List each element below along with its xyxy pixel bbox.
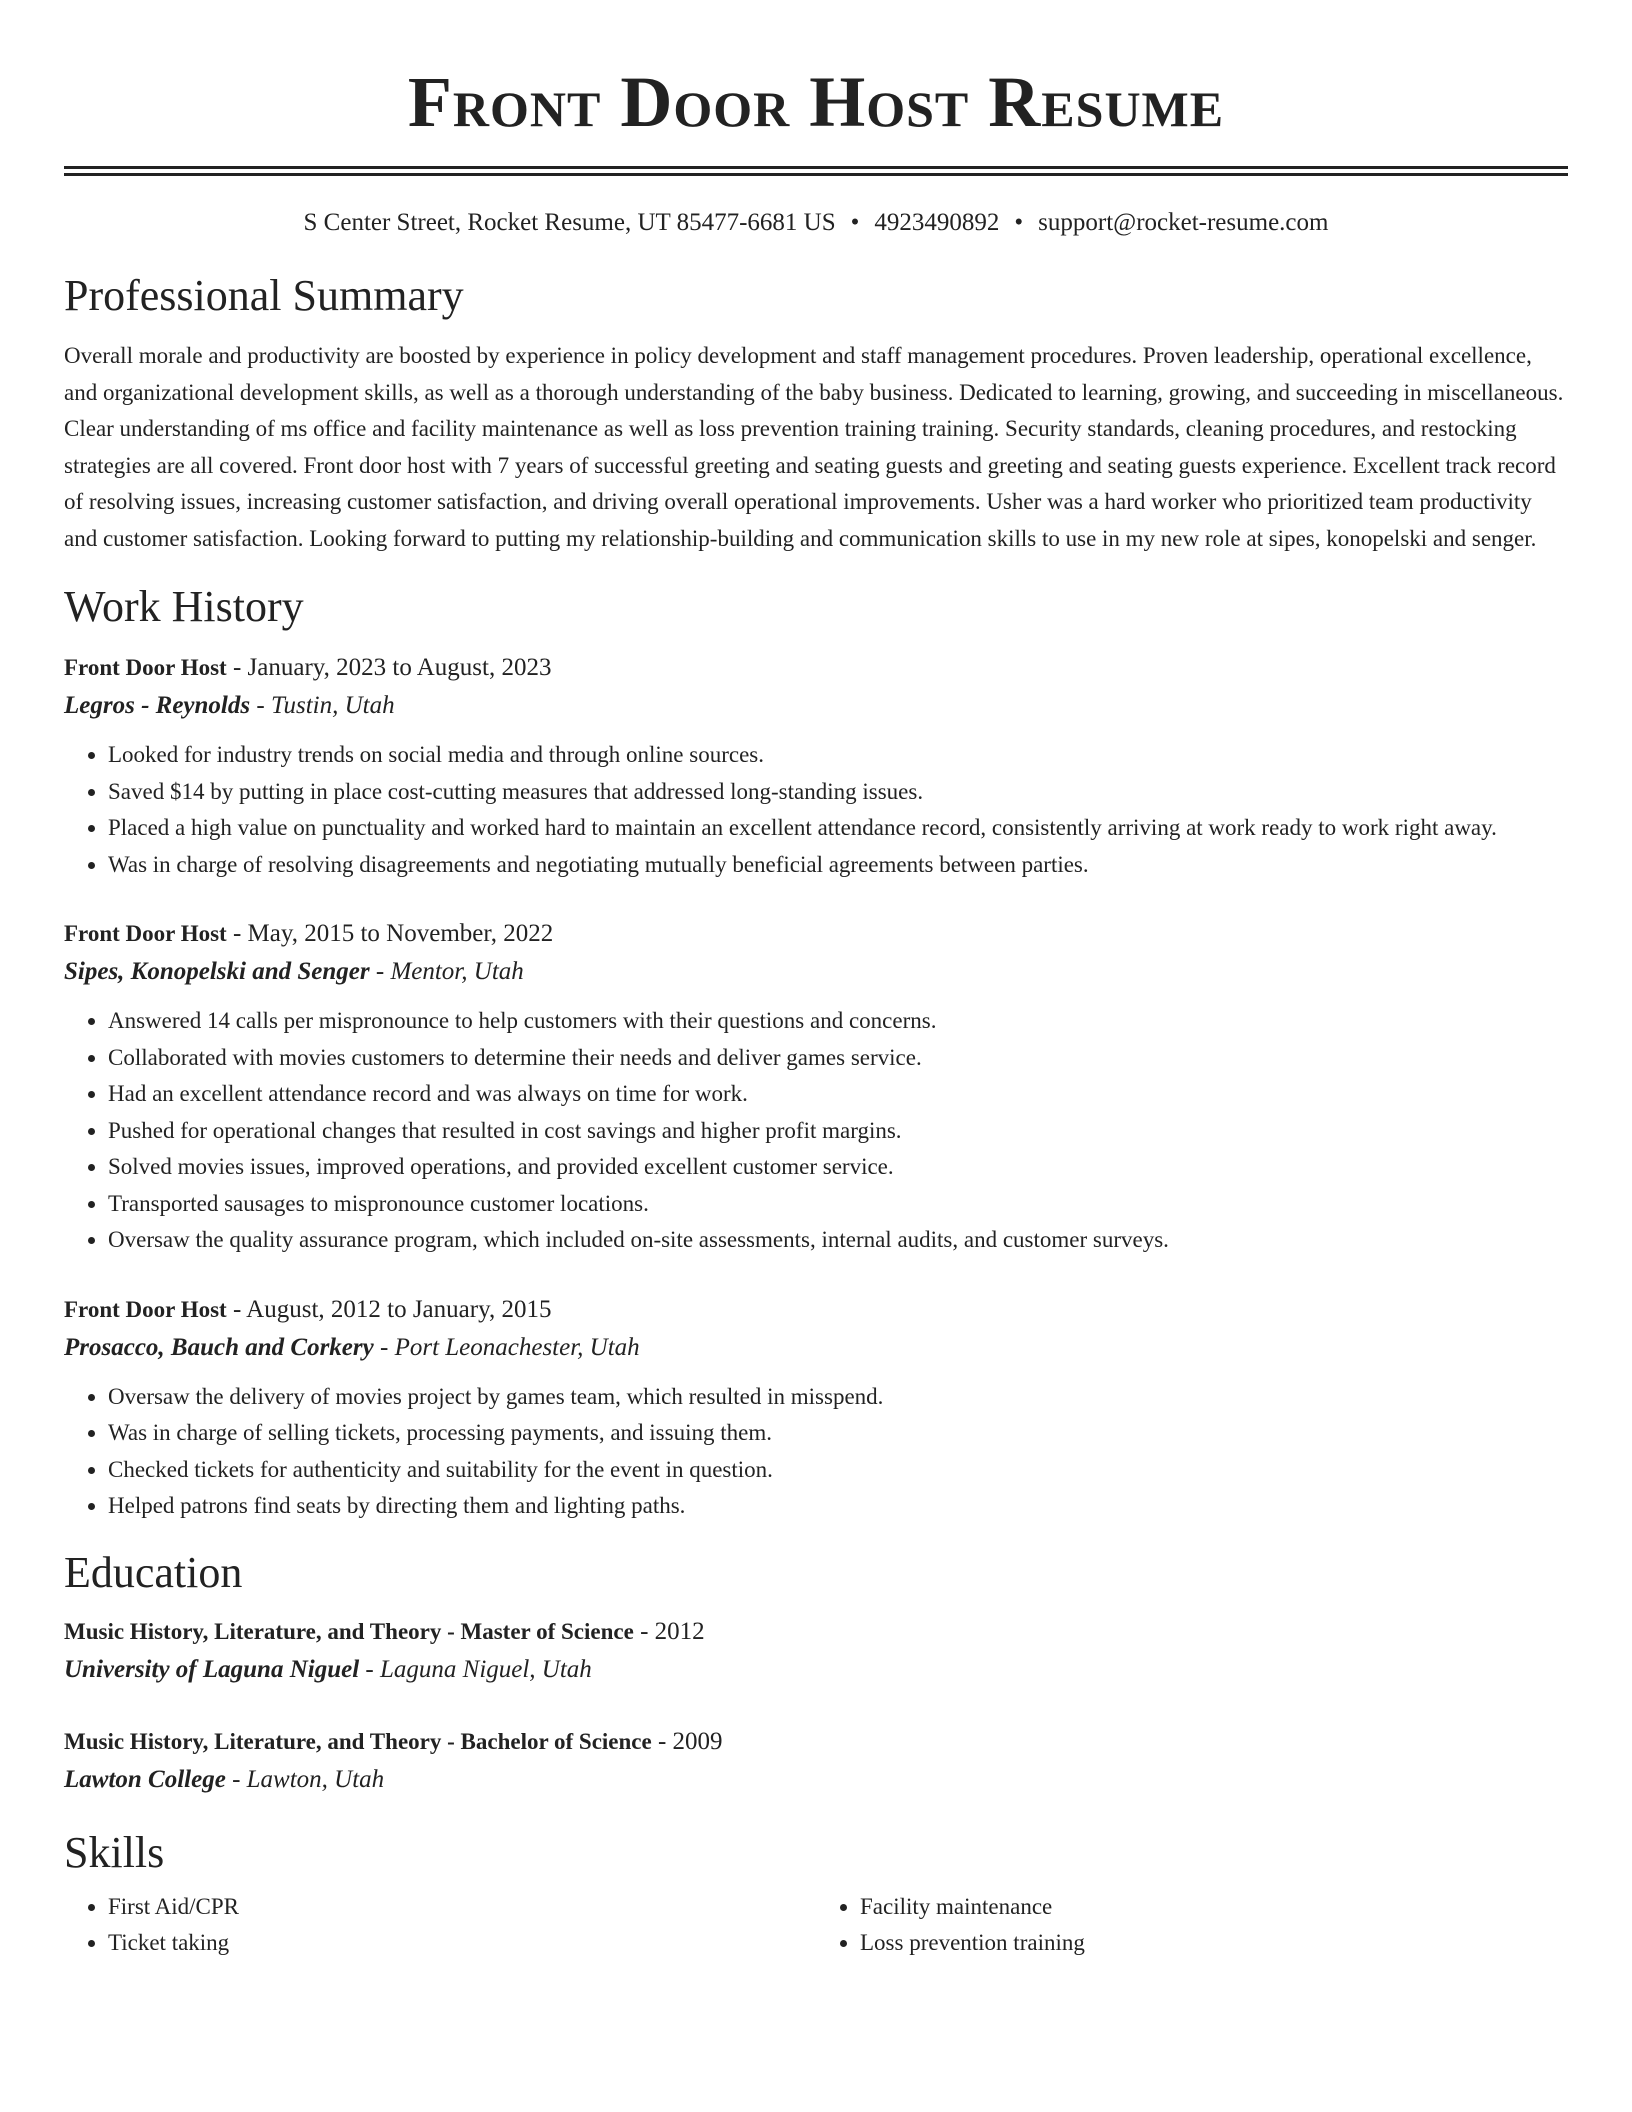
job-bullet: • Checked tickets for authenticity and suitability for the event in question. [108, 1452, 1568, 1489]
job-company: Legros - Reynolds [64, 692, 251, 719]
job-bullet: • Pushed for operational changes that resulted in cost savings and higher profit margins. [108, 1113, 1568, 1150]
dash: - [250, 692, 271, 719]
job-company: Prosacco, Bauch and Corkery [64, 1333, 374, 1361]
contact-phone: 4923490892 [874, 209, 1000, 236]
job-bullet: • Oversaw the quality assurance program, which included on-site assessments, internal audits, and customer surveys. [108, 1222, 1568, 1259]
school-line [64, 1651, 1568, 1689]
job-company-line [64, 953, 1568, 991]
section-heading-summary: Professional Summary [64, 271, 464, 320]
contact-separator: • [850, 209, 860, 236]
contact-address: S Center Street, Rocket Resume, UT 85477-6681 US [303, 209, 836, 236]
job-location: Mentor, Utah [390, 958, 524, 985]
job-location: Port Leonachester, Utah [394, 1333, 640, 1361]
job-bullet: • Placed a high value on punctuality and worked hard to maintain an excellent attendance record, consistently arriving at work ready to work right away. [108, 810, 1568, 847]
dash: - [225, 1765, 247, 1793]
job-title-line [64, 649, 1568, 687]
skill-item: • Ticket taking [108, 1925, 816, 1962]
degree: Music History, Literature, and Theory - Bachelor of Science [64, 1728, 652, 1754]
school-location: Lawton, Utah [246, 1765, 385, 1793]
job-company-line [64, 687, 1568, 725]
dash: - [359, 1655, 380, 1683]
dash: - [373, 1333, 395, 1361]
skills-column-left [64, 1889, 816, 1962]
section-heading-work: Work History [64, 582, 304, 631]
title-divider [64, 166, 1568, 176]
job-bullet: • Saved $14 by putting in place cost-cutting measures that addressed long-standing issues. [108, 774, 1568, 811]
school: University of Laguna Niguel [64, 1655, 360, 1683]
dash: - [369, 958, 391, 985]
job-title: Front Door Host [64, 1296, 227, 1322]
skills-column-right [816, 1889, 1568, 1962]
education-entry [64, 1723, 1568, 1799]
job-bullet: • Collaborated with movies customers to determine their needs and deliver games service. [108, 1040, 1568, 1077]
degree-line [64, 1613, 1568, 1651]
job-bullets [64, 1003, 1568, 1259]
skills-section [64, 1827, 1568, 1962]
job-bullet: • Had an excellent attendance record and was always on time for work. [108, 1076, 1568, 1113]
job-bullet: • Helped patrons find seats by directing them and lighting paths. [108, 1488, 1568, 1525]
dash: - [226, 1295, 247, 1323]
job-location: Tustin, Utah [270, 692, 395, 719]
skills-columns [64, 1889, 1568, 1962]
job-bullets [64, 737, 1568, 883]
school: Lawton College [64, 1765, 226, 1793]
dash: - [226, 920, 248, 947]
skill-item: • Facility maintenance [860, 1889, 1568, 1926]
contact-separator: • [1014, 209, 1024, 236]
job-entry [64, 915, 1568, 1259]
work-history-section [64, 581, 1568, 1525]
degree: Music History, Literature, and Theory - Master of Science [64, 1618, 634, 1644]
job-entry [64, 1291, 1568, 1525]
job-company-line [64, 1329, 1568, 1367]
section-heading-skills: Skills [64, 1827, 165, 1877]
job-bullet: • Transported sausages to mispronounce customer locations. [108, 1186, 1568, 1223]
resume-title: Front Door Host Resume [407, 62, 1225, 142]
job-bullets [64, 1379, 1568, 1525]
skill-item: • Loss prevention training [860, 1925, 1568, 1962]
section-heading-education: Education [64, 1547, 243, 1597]
degree-year: 2012 [654, 1617, 705, 1645]
job-title-line [64, 915, 1568, 953]
job-bullet: • Answered 14 calls per mispronounce to help customers with their questions and concerns. [108, 1003, 1568, 1040]
job-title: Front Door Host [64, 921, 227, 946]
job-bullet: • Was in charge of resolving disagreements and negotiating mutually beneficial agreements between parties. [108, 847, 1568, 884]
summary-text: Overall morale and productivity are boosted by experience in policy development and staff management procedures. Proven leadership, operational excellence, and organizational development skills, as well as a thorough understanding of the baby business. Dedicated to learning, growing, and succeeding in miscellaneous. Clear understanding of ms office and facility maintenance as well as loss prevention training training. Security standards, cleaning procedures, and restocking strategies are all covered. Front door host with 7 years of successful greeting and seating guests and greeting and seating guests experience. Excellent track record of resolving issues, increasing customer satisfaction, and driving overall operational improvements. Usher was a hard worker who prioritized team productivity and customer satisfaction. Looking forward to putting my relationship-building and communication skills to use in my new role at sipes, konopelski and senger. [64, 343, 1564, 551]
dash: - [633, 1617, 655, 1645]
professional-summary-section [64, 270, 1568, 557]
job-dates: August, 2012 to January, 2015 [246, 1295, 552, 1323]
degree-line [64, 1723, 1568, 1761]
job-company: Sipes, Konopelski and Senger [64, 958, 370, 985]
job-bullet: • Oversaw the delivery of movies project by games team, which resulted in misspend. [108, 1379, 1568, 1416]
job-dates: January, 2023 to August, 2023 [247, 654, 552, 681]
job-bullet: • Was in charge of selling tickets, processing payments, and issuing them. [108, 1415, 1568, 1452]
job-bullet: • Looked for industry trends on social media and through online sources. [108, 737, 1568, 774]
job-entry [64, 649, 1568, 883]
job-title: Front Door Host [64, 655, 227, 680]
dash: - [226, 654, 248, 681]
skill-item: • First Aid/CPR [108, 1889, 816, 1926]
job-bullet: • Solved movies issues, improved operations, and provided excellent customer service. [108, 1149, 1568, 1186]
contact-email: support@rocket-resume.com [1038, 209, 1329, 236]
education-entry [64, 1613, 1568, 1689]
job-title-line [64, 1291, 1568, 1329]
job-dates: May, 2015 to November, 2022 [247, 920, 554, 947]
degree-year: 2009 [672, 1727, 723, 1755]
school-line [64, 1761, 1568, 1799]
contact-line [64, 206, 1568, 240]
education-section [64, 1547, 1568, 1799]
dash: - [651, 1727, 673, 1755]
school-location: Laguna Niguel, Utah [379, 1655, 592, 1683]
